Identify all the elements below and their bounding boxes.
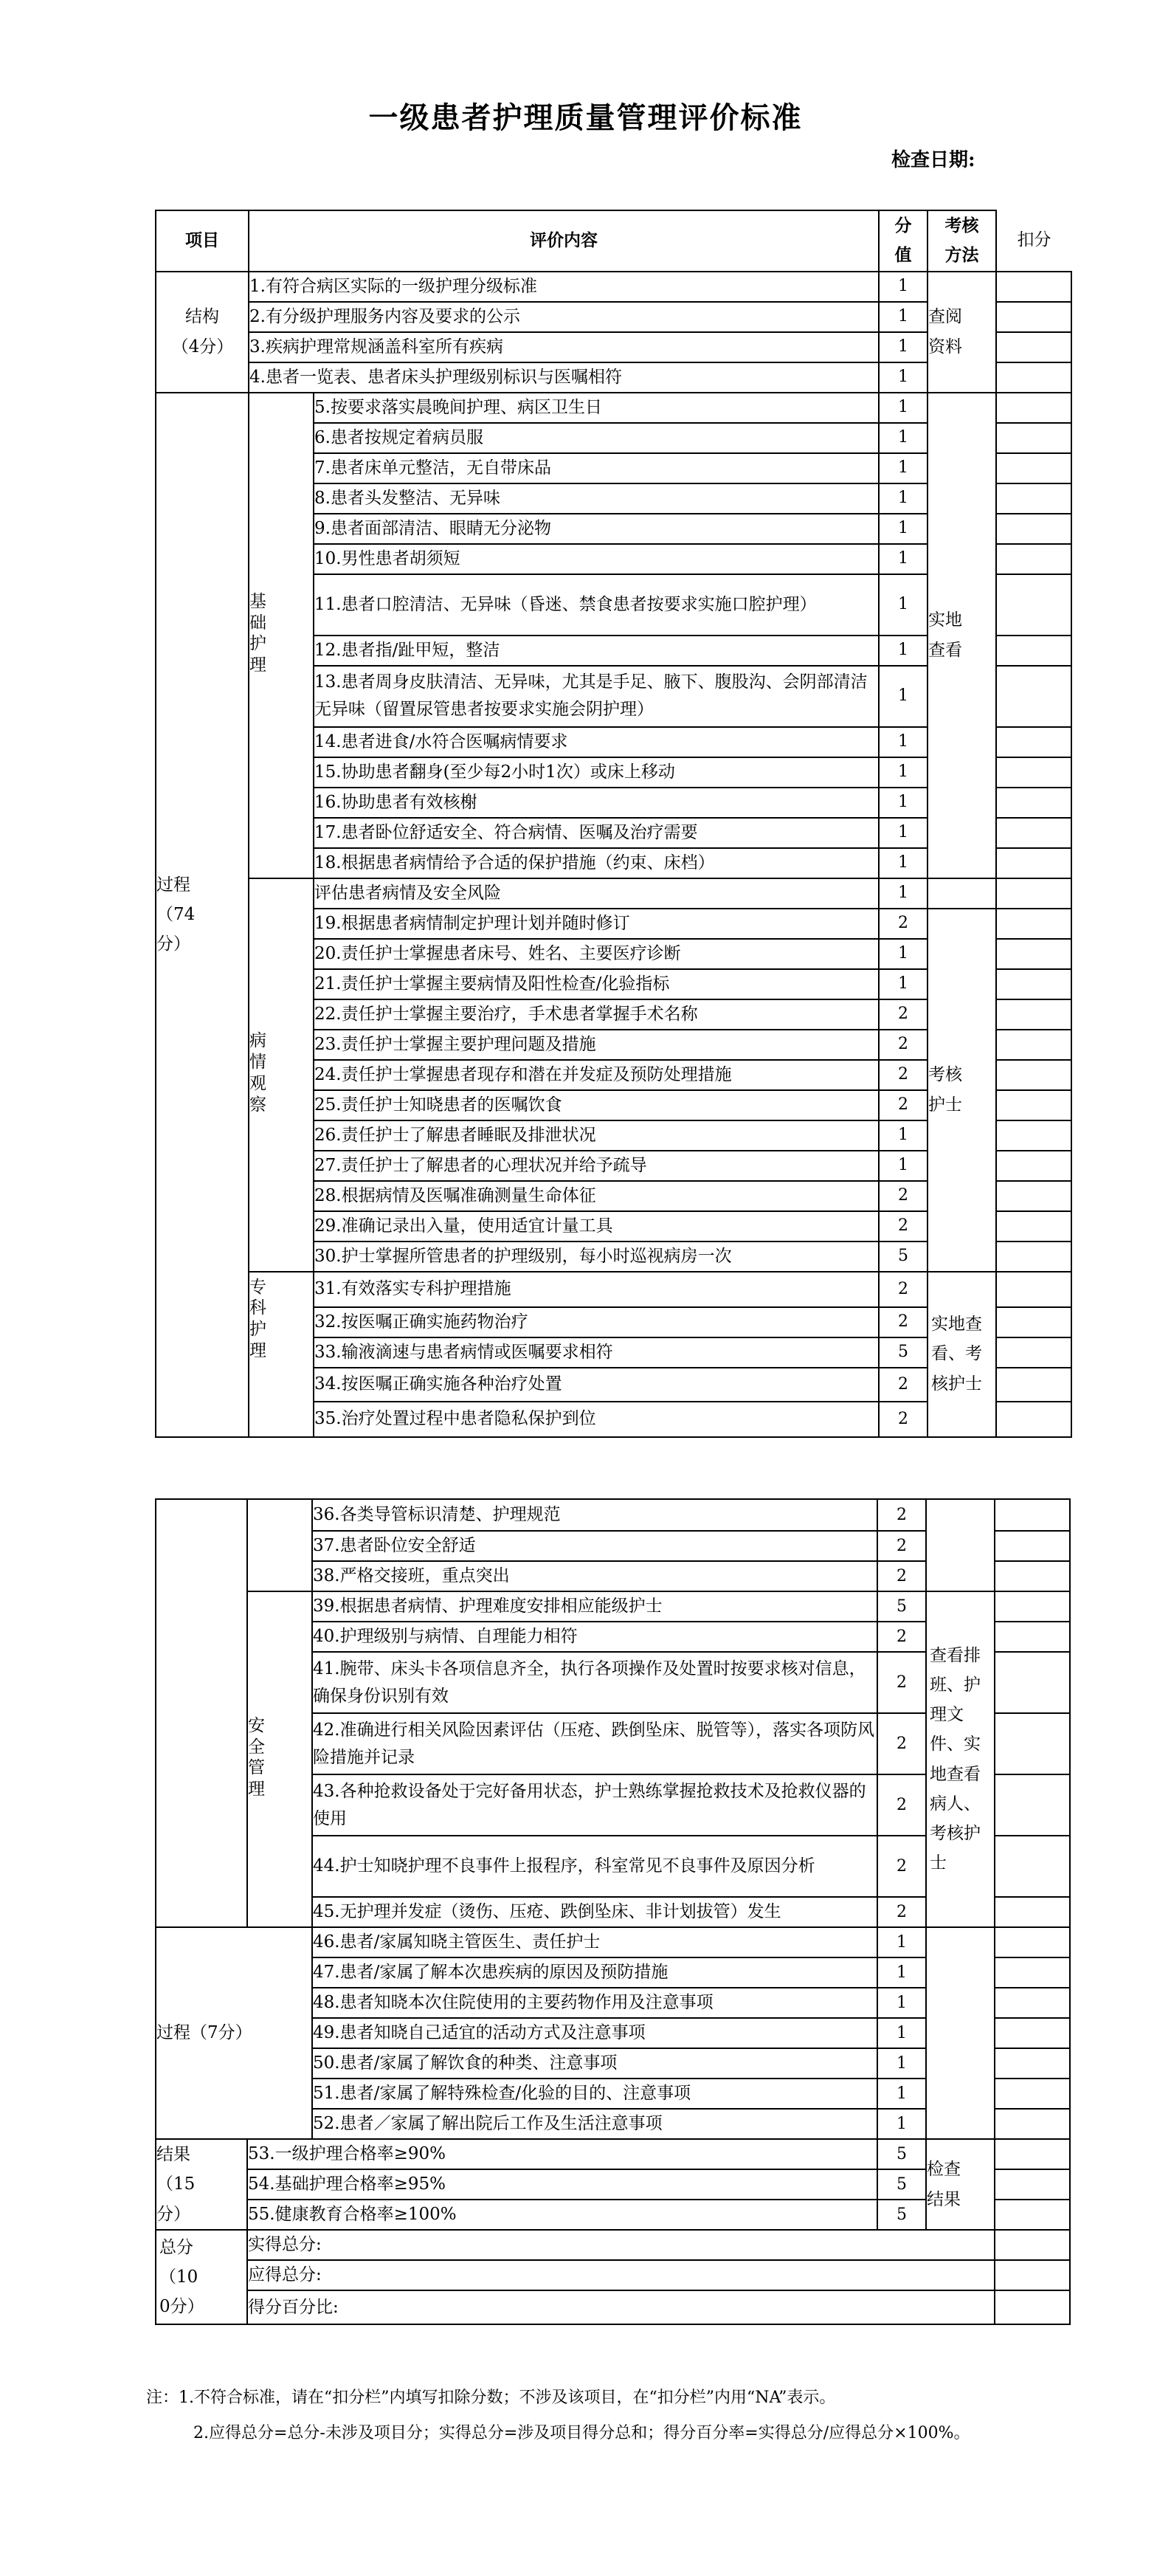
table-row [156, 1927, 1070, 1957]
deduct-cell[interactable] [996, 788, 1071, 818]
deduct-cell[interactable] [996, 999, 1071, 1030]
item-score: 5 [877, 2139, 926, 2169]
deduct-cell[interactable] [996, 939, 1071, 969]
deduct-cell[interactable] [996, 1307, 1071, 1337]
item-score: 1 [879, 818, 928, 848]
total-actual-field[interactable]: 实得总分: [247, 2230, 995, 2260]
method-observation: 考核护士 [928, 909, 996, 1272]
deduct-cell[interactable] [996, 423, 1071, 453]
item-score: 1 [879, 848, 928, 878]
item-content: 21.责任护士掌握主要病情及阳性检查/化验指标 [314, 969, 879, 999]
deduct-cell[interactable] [996, 1211, 1071, 1241]
item-score: 2 [879, 1368, 928, 1402]
table-row [156, 2230, 1070, 2260]
item-content: 50.患者/家属了解饮食的种类、注意事项 [312, 2048, 877, 2079]
item-content: 41.腕带、床头卡各项信息齐全，执行各项操作及处置时按要求核对信息，确保身份识别有效 [312, 1652, 877, 1713]
deduct-cell[interactable] [995, 2139, 1070, 2169]
item-score: 1 [877, 2048, 926, 2079]
deduct-cell[interactable] [996, 727, 1071, 757]
item-content: 16.协助患者有效核榭 [314, 788, 879, 818]
header-score: 分值 [879, 210, 928, 272]
item-score: 1 [879, 514, 928, 544]
item-score: 2 [877, 1774, 926, 1836]
item-score: 1 [877, 2079, 926, 2109]
header-deduct: 扣分 [996, 210, 1071, 272]
header-project: 项目 [156, 210, 249, 272]
deduct-cell[interactable] [996, 1241, 1071, 1272]
subcategory-safety: 安全管理 [247, 1591, 312, 1927]
table-header-row [156, 210, 1071, 272]
item-content: 26.责任护士了解患者睡眠及排泄状况 [314, 1120, 879, 1151]
notes [146, 2380, 1004, 2451]
deduct-cell[interactable] [995, 2079, 1070, 2109]
item-score: 5 [879, 1337, 928, 1368]
method-empty [926, 1499, 995, 1591]
item-score: 2 [877, 1836, 926, 1897]
table-row [156, 1272, 1071, 1307]
item-score: 1 [879, 636, 928, 666]
item-score: 2 [879, 1307, 928, 1337]
item-score: 1 [879, 788, 928, 818]
item-content: 15.协助患者翻身(至少每2小时1次）或床上移动 [314, 757, 879, 788]
item-content: 2.有分级护理服务内容及要求的公示 [249, 302, 879, 332]
item-score: 1 [879, 483, 928, 514]
category-structure: 结构（4分） [156, 272, 249, 393]
deduct-cell[interactable] [995, 2290, 1070, 2324]
item-score: 1 [879, 302, 928, 332]
deduct-cell[interactable] [996, 1337, 1071, 1368]
item-score: 2 [879, 1272, 928, 1307]
item-content: 33.输液滴速与患者病情或医嘱要求相符 [314, 1337, 879, 1368]
item-score: 1 [879, 393, 928, 423]
item-content: 18.根据患者病情给予合适的保护措施（约束、床档） [314, 848, 879, 878]
total-expected-field[interactable]: 应得总分: [247, 2260, 995, 2290]
deduct-cell[interactable] [996, 878, 1071, 909]
item-content: 53.一级护理合格率≥90% [247, 2139, 877, 2169]
item-content: 25.责任护士知晓患者的医嘱饮食 [314, 1090, 879, 1120]
method-specialty: 实地查看、考核护士 [928, 1272, 996, 1437]
method-empty [926, 1927, 995, 2139]
method-basic-care: 实地查看 [928, 393, 996, 878]
item-score: 2 [879, 1181, 928, 1211]
deduct-cell[interactable] [995, 2018, 1070, 2048]
method-result: 检查结果 [926, 2139, 995, 2230]
item-content: 27.责任护士了解患者的心理状况并给予疏导 [314, 1151, 879, 1181]
item-score: 1 [879, 453, 928, 483]
deduct-cell[interactable] [995, 2260, 1070, 2290]
deduct-cell[interactable] [996, 757, 1071, 788]
item-content: 51.患者/家属了解特殊检查/化验的目的、注意事项 [312, 2079, 877, 2109]
item-content: 7.患者床单元整洁，无自带床品 [314, 453, 879, 483]
item-content: 14.患者进食/水符合医嘱病情要求 [314, 727, 879, 757]
item-content: 44.护士知晓护理不良事件上报程序，科室常见不良事件及原因分析 [312, 1836, 877, 1897]
item-content: 34.按医嘱正确实施各种治疗处置 [314, 1368, 879, 1402]
category-process-continued [156, 1499, 247, 1927]
item-content: 29.准确记录出入量，使用适宜计量工具 [314, 1211, 879, 1241]
deduct-cell[interactable] [996, 1030, 1071, 1060]
item-content: 54.基础护理合格率≥95% [247, 2169, 877, 2200]
item-score: 1 [879, 332, 928, 362]
subcategory-observation: 病情观察 [249, 878, 314, 1272]
item-content: 19.根据患者病情制定护理计划并随时修订 [314, 909, 879, 939]
deduct-cell[interactable] [996, 969, 1071, 999]
item-score: 2 [879, 1211, 928, 1241]
note-line-2: 2.应得总分=总分-未涉及项目分；实得总分=涉及项目得分总和；得分百分率=实得总分/应得总分×100%。 [193, 2424, 970, 2442]
item-score: 1 [879, 969, 928, 999]
method-safety: 查看排班、护理文件、实地查看病人、考核护士 [926, 1591, 995, 1927]
item-score: 1 [879, 544, 928, 574]
deduct-cell[interactable] [996, 483, 1071, 514]
deduct-cell[interactable] [996, 302, 1071, 332]
deduct-cell[interactable] [996, 666, 1071, 727]
table-row [156, 1591, 1070, 1622]
deduct-cell[interactable] [995, 1927, 1070, 1957]
deduct-cell[interactable] [996, 1181, 1071, 1211]
deduct-cell[interactable] [995, 2169, 1070, 2200]
item-content: 12.患者指/趾甲短，整洁 [314, 636, 879, 666]
deduct-cell[interactable] [996, 332, 1071, 362]
item-score: 1 [879, 423, 928, 453]
item-score: 1 [879, 727, 928, 757]
deduct-cell[interactable] [996, 1272, 1071, 1307]
item-content: 28.根据病情及医嘱准确测量生命体征 [314, 1181, 879, 1211]
item-score: 5 [879, 1241, 928, 1272]
item-content: 23.责任护士掌握主要护理问题及措施 [314, 1030, 879, 1060]
item-content: 31.有效落实专科护理措施 [314, 1272, 879, 1307]
deduct-cell[interactable] [995, 1531, 1070, 1561]
item-content: 11.患者口腔清洁、无异味（昏迷、禁食患者按要求实施口腔护理） [314, 574, 879, 636]
subcategory-basic-care: 基础护理 [249, 393, 314, 878]
item-content: 49.患者知晓自己适宜的活动方式及注意事项 [312, 2018, 877, 2048]
category-result: 结果（15分） [156, 2139, 247, 2230]
item-score: 5 [877, 2200, 926, 2230]
deduct-cell[interactable] [996, 1151, 1071, 1181]
deduct-cell[interactable] [995, 1836, 1070, 1897]
item-score: 2 [879, 909, 928, 939]
total-percent-field[interactable]: 得分百分比: [247, 2290, 995, 2324]
item-score: 2 [877, 1622, 926, 1652]
deduct-cell[interactable] [996, 636, 1071, 666]
item-content: 8.患者头发整洁、无异味 [314, 483, 879, 514]
item-content: 39.根据患者病情、护理难度安排相应能级护士 [312, 1591, 877, 1622]
item-score: 1 [879, 574, 928, 636]
item-score: 1 [879, 666, 928, 727]
deduct-cell[interactable] [995, 1622, 1070, 1652]
item-content: 40.护理级别与病情、自理能力相符 [312, 1622, 877, 1652]
deduct-cell[interactable] [996, 393, 1071, 423]
item-score: 2 [877, 1499, 926, 1531]
item-content: 47.患者/家属了解本次患疾病的原因及预防措施 [312, 1957, 877, 1988]
item-score: 5 [877, 2169, 926, 2200]
deduct-cell[interactable] [995, 1897, 1070, 1927]
deduct-cell[interactable] [996, 574, 1071, 636]
deduct-cell[interactable] [996, 514, 1071, 544]
item-content: 38.严格交接班，重点突出 [312, 1561, 877, 1591]
note-line-1: 注：1.不符合标准，请在“扣分栏”内填写扣除分数；不涉及该项目，在“扣分栏”内用“NA”表示。 [146, 2389, 836, 2407]
item-score: 1 [879, 362, 928, 393]
item-score: 2 [877, 1713, 926, 1774]
deduct-cell[interactable] [996, 818, 1071, 848]
item-score: 1 [879, 939, 928, 969]
item-content: 43.各种抢救设备处于完好备用状态，护士熟练掌握抢救技术及抢救仪器的使用 [312, 1774, 877, 1836]
subcategory-empty [247, 1499, 312, 1591]
deduct-cell[interactable] [995, 2048, 1070, 2079]
item-content: 36.各类导管标识清楚、护理规范 [312, 1499, 877, 1531]
deduct-cell[interactable] [995, 1713, 1070, 1774]
deduct-cell[interactable] [996, 453, 1071, 483]
item-content: 10.男性患者胡须短 [314, 544, 879, 574]
item-content: 52.患者／家属了解出院后工作及生活注意事项 [312, 2109, 877, 2139]
method-structure: 查阅资料 [928, 272, 996, 393]
deduct-cell[interactable] [995, 1957, 1070, 1988]
deduct-cell[interactable] [995, 1774, 1070, 1836]
item-score: 1 [879, 757, 928, 788]
item-content: 24.责任护士掌握患者现存和潜在并发症及预防处理措施 [314, 1060, 879, 1090]
item-content: 4.患者一览表、患者床头护理级别标识与医嘱相符 [249, 362, 879, 393]
item-content: 17.患者卧位舒适安全、符合病情、医嘱及治疗需要 [314, 818, 879, 848]
item-content: 20.责任护士掌握患者床号、姓名、主要医疗诊断 [314, 939, 879, 969]
item-score: 1 [877, 2018, 926, 2048]
item-content: 32.按医嘱正确实施药物治疗 [314, 1307, 879, 1337]
category-process-7: 过程（7分） [156, 1927, 312, 2139]
item-score: 2 [879, 999, 928, 1030]
header-content: 评价内容 [249, 210, 879, 272]
item-score: 2 [877, 1652, 926, 1713]
item-content: 48.患者知晓本次住院使用的主要药物作用及注意事项 [312, 1988, 877, 2018]
deduct-cell[interactable] [995, 1591, 1070, 1622]
table-row [156, 393, 1071, 423]
item-score: 1 [877, 1957, 926, 1988]
table-row [156, 272, 1071, 302]
evaluation-table-part-2 [155, 1498, 1071, 2325]
item-content: 9.患者面部清洁、眼睛无分泌物 [314, 514, 879, 544]
deduct-cell[interactable] [996, 1060, 1071, 1090]
deduct-cell[interactable] [995, 2109, 1070, 2139]
item-score: 2 [879, 1090, 928, 1120]
deduct-cell[interactable] [995, 1988, 1070, 2018]
table-row [156, 2139, 1070, 2169]
item-content: 46.患者/家属知晓主管医生、责任护士 [312, 1927, 877, 1957]
item-content: 13.患者周身皮肤清洁、无异味，尤其是手足、腋下、腹股沟、会阴部清洁无异味（留置尿管患者按要求实施会阴护理） [314, 666, 879, 727]
item-score: 1 [877, 1988, 926, 2018]
item-content: 55.健康教育合格率≥100% [247, 2200, 877, 2230]
table-row [156, 878, 1071, 909]
item-score: 1 [877, 2109, 926, 2139]
deduct-cell[interactable] [996, 848, 1071, 878]
item-score: 2 [877, 1561, 926, 1591]
item-content: 6.患者按规定着病员服 [314, 423, 879, 453]
deduct-cell[interactable] [996, 1402, 1071, 1437]
table-row [156, 1499, 1070, 1531]
item-content: 42.准确进行相关风险因素评估（压疮、跌倒坠床、脱管等），落实各项防风险措施并记录 [312, 1713, 877, 1774]
item-content: 评估患者病情及安全风险 [314, 878, 879, 909]
deduct-cell[interactable] [995, 1561, 1070, 1591]
deduct-cell[interactable] [996, 909, 1071, 939]
method-empty [928, 878, 996, 909]
header-method: 考核方法 [928, 210, 996, 272]
subcategory-specialty: 专科护理 [249, 1272, 314, 1437]
item-score: 5 [877, 1591, 926, 1622]
item-content: 45.无护理并发症（烫伤、压疮、跌倒坠床、非计划拔管）发生 [312, 1897, 877, 1927]
item-content: 1.有符合病区实际的一级护理分级标准 [249, 272, 879, 302]
category-process-74: 过程（74分） [156, 393, 249, 1437]
table-row [156, 2260, 1070, 2290]
item-content: 37.患者卧位安全舒适 [312, 1531, 877, 1561]
deduct-cell[interactable] [995, 2230, 1070, 2260]
item-score: 2 [879, 1030, 928, 1060]
check-date-label: 检查日期: [891, 149, 975, 171]
item-score: 2 [877, 1897, 926, 1927]
deduct-cell[interactable] [996, 272, 1071, 302]
item-score: 1 [879, 1120, 928, 1151]
table-row [156, 2290, 1070, 2324]
deduct-cell[interactable] [996, 362, 1071, 393]
deduct-cell[interactable] [995, 1499, 1070, 1531]
deduct-cell[interactable] [996, 1090, 1071, 1120]
deduct-cell[interactable] [996, 544, 1071, 574]
item-content: 3.疾病护理常规涵盖科室所有疾病 [249, 332, 879, 362]
page-title: 一级患者护理质量管理评价标准 [368, 100, 803, 135]
item-score: 1 [879, 1151, 928, 1181]
item-score: 2 [879, 1060, 928, 1090]
item-score: 2 [879, 1402, 928, 1437]
item-content: 5.按要求落实晨晚间护理、病区卫生日 [314, 393, 879, 423]
item-score: 2 [877, 1531, 926, 1561]
evaluation-table-part-1 [155, 210, 1072, 1438]
item-score: 1 [877, 1927, 926, 1957]
deduct-cell[interactable] [995, 2200, 1070, 2230]
category-total: 总分（100分） [156, 2230, 247, 2324]
item-score: 1 [879, 878, 928, 909]
item-content: 22.责任护士掌握主要治疗，手术患者掌握手术名称 [314, 999, 879, 1030]
deduct-cell[interactable] [996, 1120, 1071, 1151]
item-content: 30.护士掌握所管患者的护理级别，每小时巡视病房一次 [314, 1241, 879, 1272]
item-score: 1 [879, 272, 928, 302]
deduct-cell[interactable] [996, 1368, 1071, 1402]
deduct-cell[interactable] [995, 1652, 1070, 1713]
item-content: 35.治疗处置过程中患者隐私保护到位 [314, 1402, 879, 1437]
